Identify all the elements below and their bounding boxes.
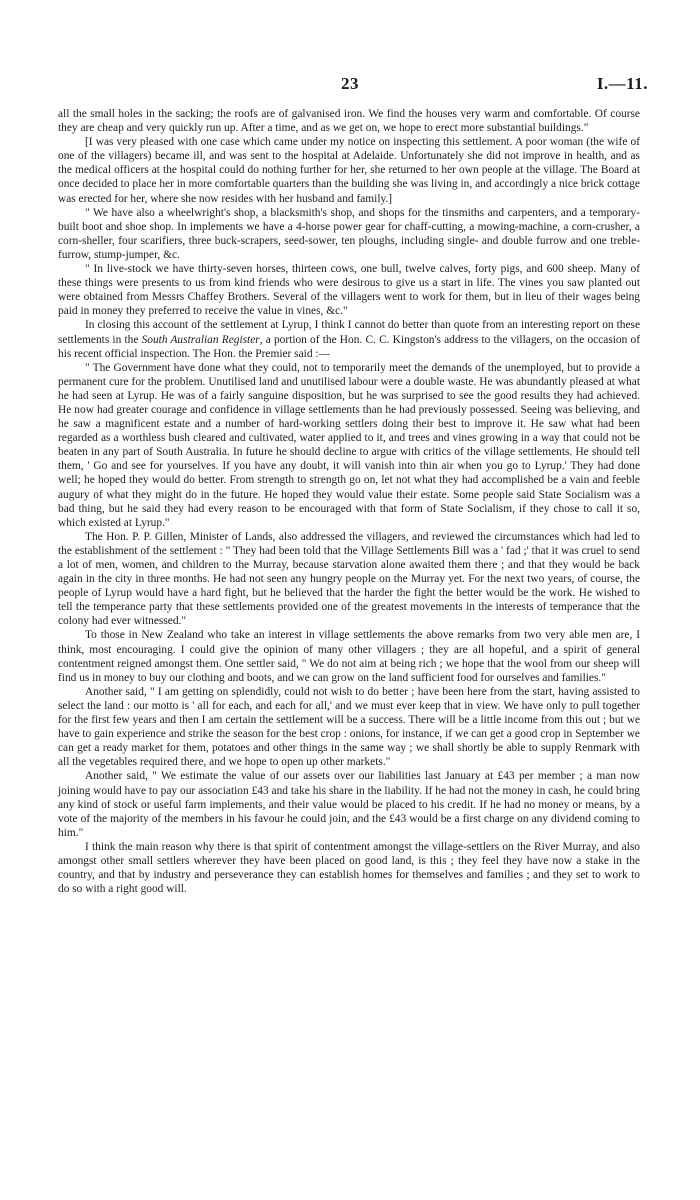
paragraph-premier-address: " The Government have done what they could, not to temporarily meet the demands of the unemployed, but to provide a permanent cure for the problem. Unutilised land and unutilised labour were a double waste. He was abundantly pleased at what he had seen at Lyrup. He was of a fairly sanguine disposition, but he was surprised to see the good results they had achieved. He now had greater courage and confidence in village settlements than he had previously possessed. Seeing was believing, and he saw a magnificent estate and a number of hard-working settlers doing their best to improve it. He saw what had been regarded as a worthless bush cleared and cultivated, water applied to it, and trees and vines growing in a way that could not be beaten in any part of South Australia. In future he should decline to argue with critics of the village settlements. He should tell them, ' Go and see for yourselves. If you have any doubt, it will vanish into thin air when you go to Lyrup.' They had done well; he hoped they would do better. From strength to strength go on, let not what they had accomplished be a vain and feeble augury of what they might do in the future. He hoped they would value their estate. Some people said State Socialism was a bad thing, but he said they had every reason to be encouraged with that form of State Socialism, if they chose to call it so, which existed at Lyrup." [58, 361, 640, 529]
paragraph-another-said-2: Another said, " We estimate the value of our assets over our liabilities last January at £43 per member ; a man now joining would have to pay our association £43 and take his share in the liability. If he had not the money in cash, he could bring any kind of stock or useful farm implements, and their value would be placed to his credit. If he had no money or means, by a vote of the majority of the members in his favour he could join, and the £43 would be a first charge on any dividend coming to him." [58, 770, 640, 839]
body-text [58, 107, 640, 896]
page-number: 23 [341, 74, 359, 93]
paragraph-hospital-case: [I was very pleased with one case which came under my notice on inspecting this settlement. A poor woman (the wife of one of the villagers) became ill, and was sent to the hospital at Adelaide. Unfortunately she did not improve in health, and as the medical officers at the hospital could do nothing further for her, she returned to her own people at the village. The Board at once decided to place her in more comfortable quarters than the building she was living in, and accordingly a nice brick cottage was erected for her, where she now resides with her husband and family.] [58, 136, 640, 205]
paragraph-another-said-1: Another said, " I am getting on splendidly, could not wish to do better ; have been here from the start, having assisted to select the land : our motto is ' all for each, and each for all,' and we must ever keep that in view. We have only to pull together for the first few years and then I am certain the settlement will be a success. There will be a little income from this out ; but we have to gain experience and strike the season for the best crop : onions, for instance, if we can get a good crop in September we can get a ready market for them, potatoes and other things in the same way ; we shall shortly be able to supply Renmark with all the vegetables required there, and we hope to open up other markets." [58, 685, 640, 769]
paragraph-workshops: " We have also a wheelwright's shop, a blacksmith's shop, and shops for the tinsmiths and carpenters, and a temporary-built boot and shoe shop. In implements we have a 4-horse power gear for chaff-cutting, a mowing-machine, a corn-crusher, a corn-sheller, four scarifiers, three buck-scrapers, seed-sower, ten ploughs, including single- and double furrow and one treble-furrow, stump-jumper, &c. [58, 206, 640, 261]
paragraph-minister-address: The Hon. P. P. Gillen, Minister of Lands, also addressed the villagers, and reviewed the circumstances which had led to the establishment of the settlement : " They had been told that the Village Settlements Bill was a ' fad ;' that it was cruel to send a lot of men, women, and children to the Murray, because starvation alone awaited them there ; and that they would be back again in the city in three months. He had not seen any hungry people on the Murray yet. For the next two years, of course, the people of Lyrup would have a hard fight, but he believed that the harder the fight the better would be the work. He wished to tell the temperance party that these settlements provided one of the greatest movements in the interests of temperance that the colony had ever witnessed." [58, 530, 640, 628]
paragraph-closing-account: In closing this account of the settlement at Lyrup, I think I cannot do better than quote from an interesting report on these settlements in the South Australian Register, a portion of the Hon. C. C. Kingston's address to the villagers, on the occasion of his recent official inspection. The Hon. the Premier said :— [58, 319, 640, 360]
paragraph-continued: all the small holes in the sacking; the roofs are of galvanised iron. We find the houses very warm and comfortable. Of course they are cheap and very quickly run up. After a time, and as we get on, we hope to erect more substantial buildings." [58, 108, 640, 135]
newspaper-title: South Australian Register [141, 333, 260, 346]
document-reference: I.—11. [596, 74, 648, 93]
paragraph-main-reason: I think the main reason why there is that spirit of contentment amongst the village-settlers on the River Murray, and also amongst other small settlers wherever they have been placed on good land, is this ; they feel they have now a stake in the country, and that by industry and perseverance they can establish homes for themselves and families ; and they set to work to do so with a right good will. [58, 840, 640, 896]
page-header [0, 74, 700, 96]
paragraph-live-stock: " In live-stock we have thirty-seven horses, thirteen cows, one bull, twelve calves, forty pigs, and 600 sheep. Many of these things were presents to us from kind friends who were desirous to give us a start in life. The vines you saw planted out were obtained from Messrs Chaffey Brothers. Several of the villagers went to work for them, but in lieu of their wages being paid in money they preferred to receive the value in vines, &c." [58, 263, 640, 318]
paragraph-new-zealand: To those in New Zealand who take an interest in village settlements the above remarks from two very able men are, I think, most encouraging. I could give the opinion of many other villagers ; they are all hopeful, and a spirit of general contentment reigned amongst them. One settler said, " We do not aim at being rich ; we hope that the wool from our sheep will find us in money to buy our clothing and boots, and we can grow on the land sufficient food for ourselves and families." [58, 629, 640, 684]
